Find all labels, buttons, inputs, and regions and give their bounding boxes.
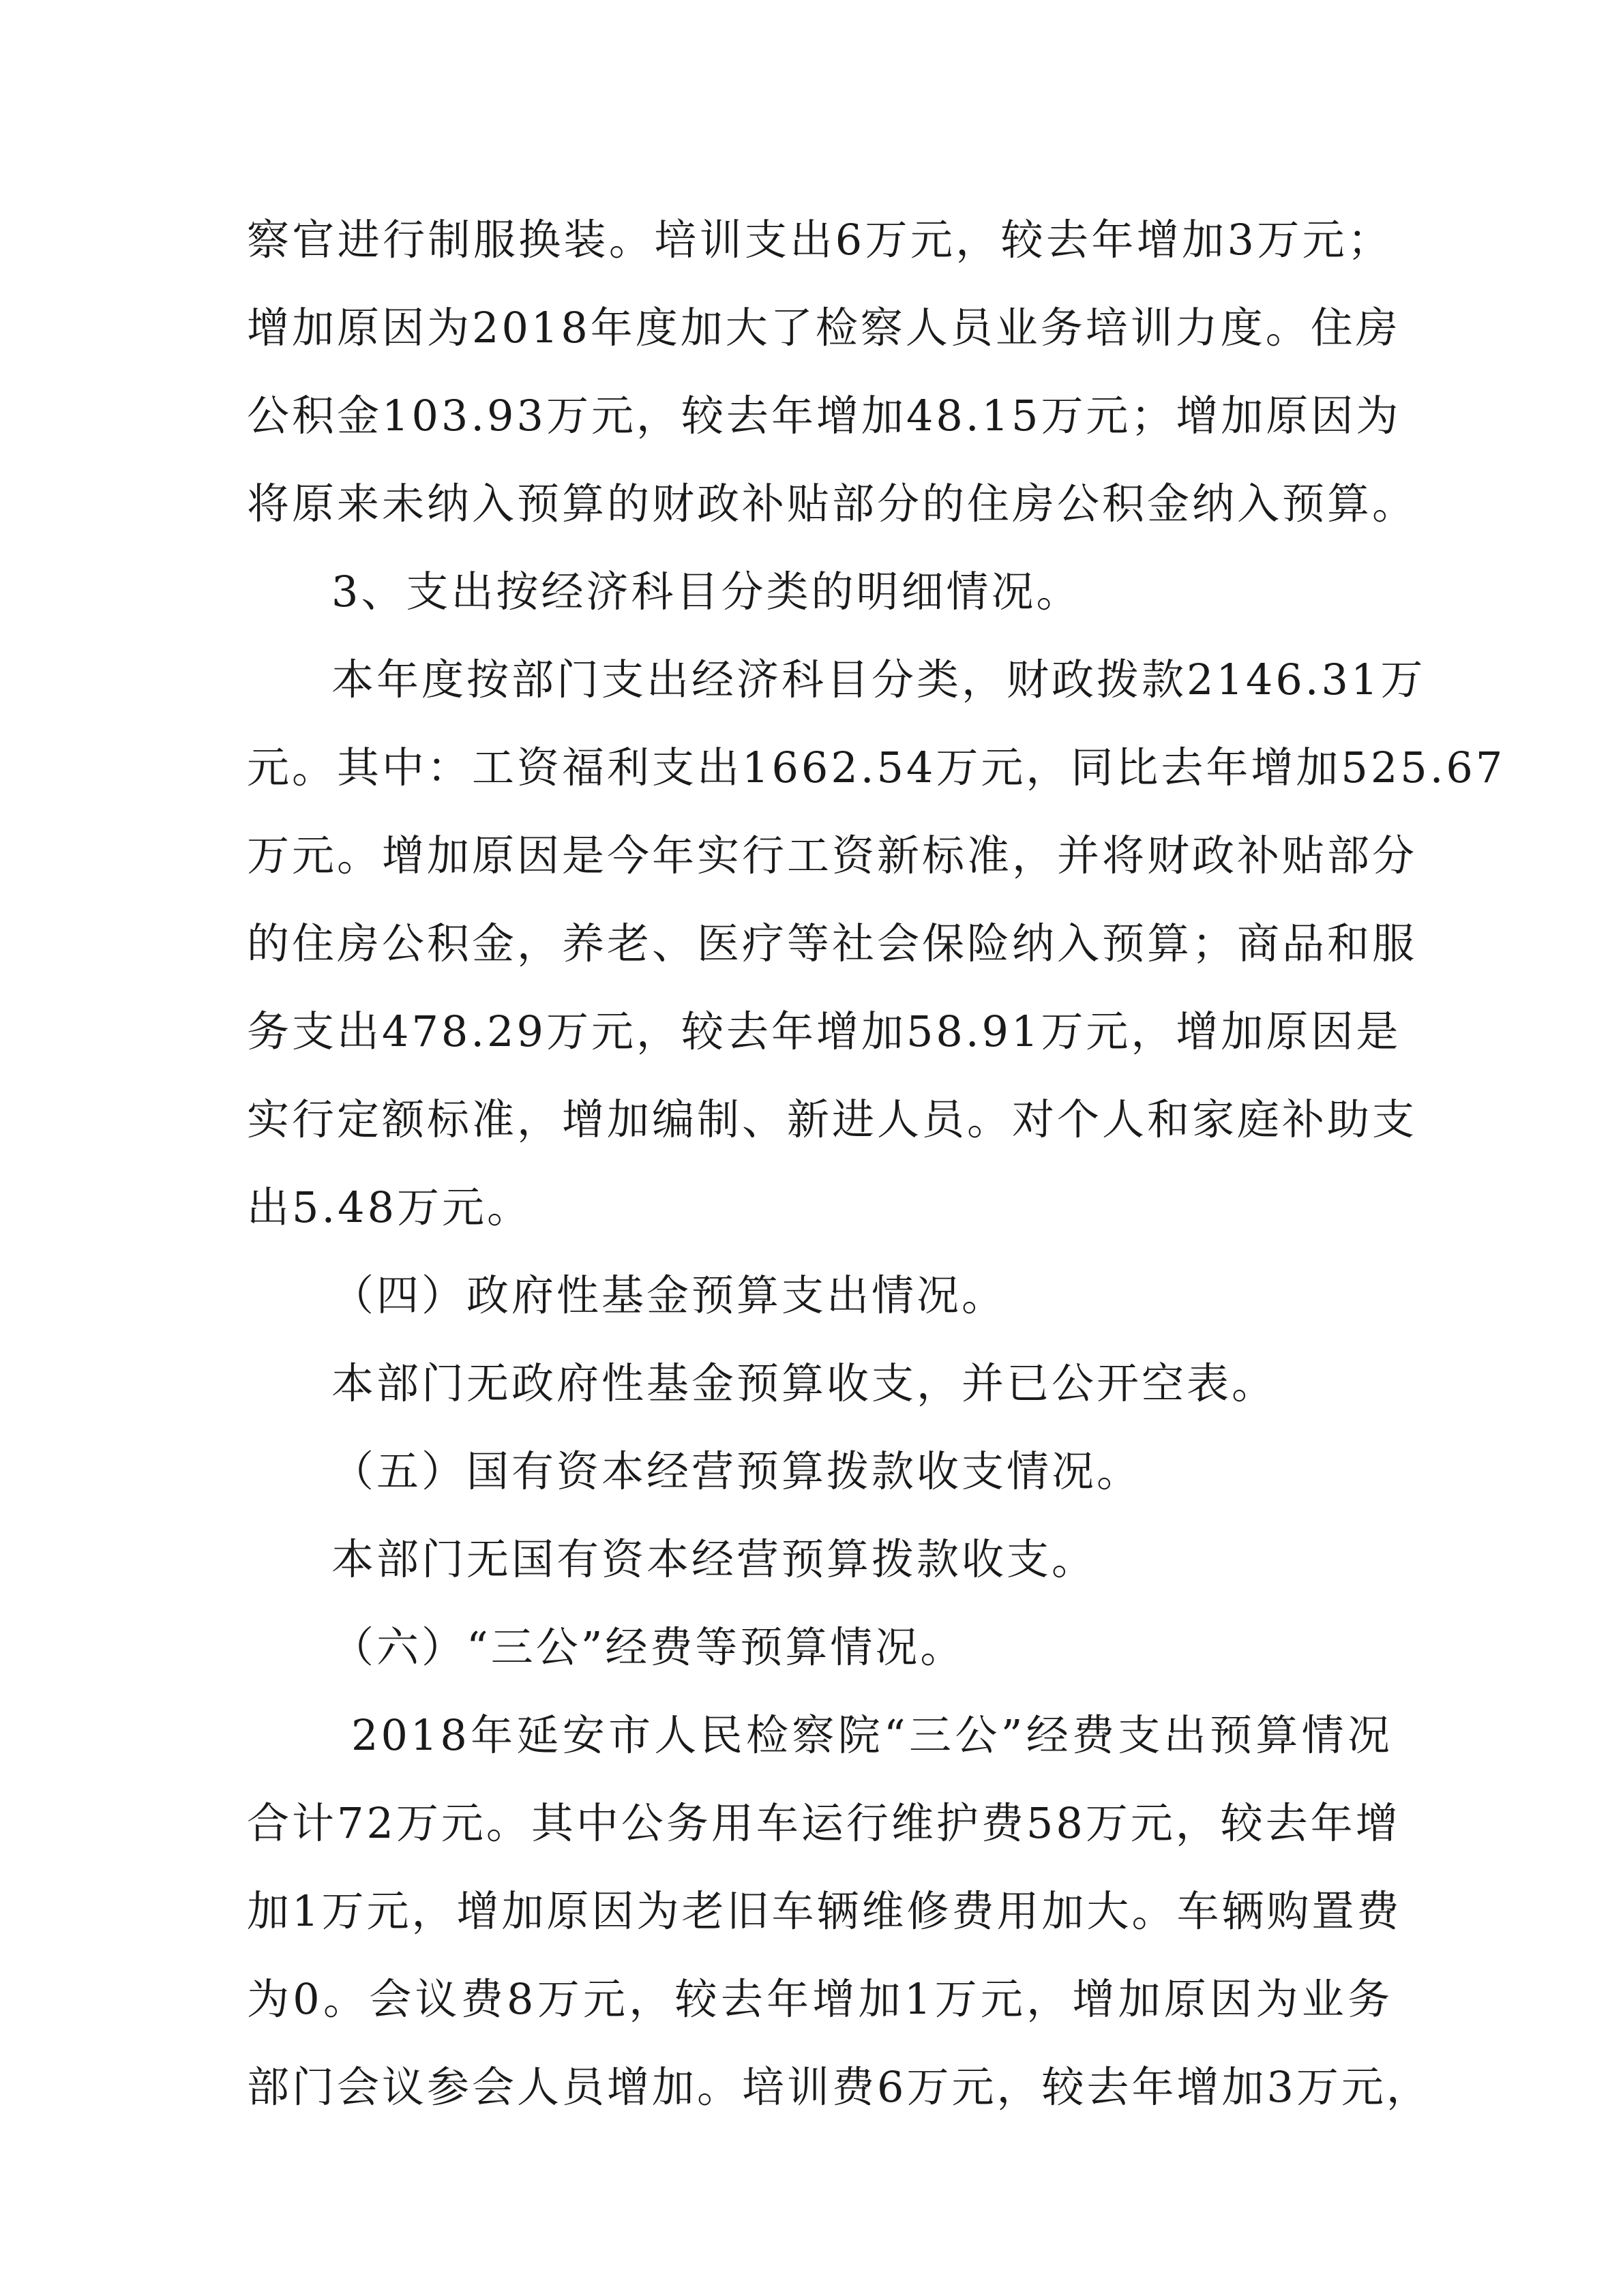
paragraph-line: 本部门无政府性基金预算收支，并已公开空表。: [331, 1358, 1277, 1408]
paragraph-line: 公积金103.93万元，较去年增加48.15万元；增加原因为: [247, 391, 1401, 441]
paragraph-line: 部门会议参会人员增加。培训费6万元，较去年增加3万元，: [247, 2062, 1431, 2112]
paragraph-line: 本年度按部门支出经济科目分类，财政拨款2146.31万: [331, 655, 1426, 704]
paragraph-line: 出5.48万元。: [247, 1182, 533, 1232]
paragraph-line: 元。其中：工资福利支出1662.54万元，同比去年增加525.67: [247, 743, 1506, 792]
paragraph-line: 务支出478.29万元，较去年增加58.91万元，增加原因是: [247, 1007, 1401, 1056]
paragraph-line: 本部门无国有资本经营预算拨款收支。: [331, 1534, 1097, 1584]
section-heading: 3、支出按经济科目分类的明细情况。: [331, 567, 1082, 616]
paragraph-line: 增加原因为2018年度加大了检察人员业务培训力度。住房: [247, 303, 1401, 353]
paragraph-line: 加1万元，增加原因为老旧车辆维修费用加大。车辆购置费: [247, 1886, 1402, 1936]
paragraph-line: 2018年延安市人民检察院“三公”经费支出预算情况: [351, 1710, 1393, 1760]
paragraph-line: 为0。会议费8万元，较去年增加1万元，增加原因为业务: [247, 1974, 1393, 2024]
section-heading: （六）“三公”经费等预算情况。: [331, 1622, 966, 1672]
paragraph-line: 察官进行制服换装。培训支出6万元，较去年增加3万元；: [247, 215, 1393, 265]
paragraph-line: 合计72万元。其中公务用车运行维护费58万元，较去年增: [247, 1798, 1401, 1848]
paragraph-line: 将原来未纳入预算的财政补贴部分的住房公积金纳入预算。: [247, 479, 1418, 528]
section-heading: （五）国有资本经营预算拨款收支情况。: [331, 1446, 1142, 1496]
paragraph-line: 的住房公积金，养老、医疗等社会保险纳入预算；商品和服: [247, 919, 1418, 968]
paragraph-line: 万元。增加原因是今年实行工资新标准，并将财政补贴部分: [247, 831, 1418, 880]
section-heading: （四）政府性基金预算支出情况。: [331, 1270, 1007, 1320]
paragraph-line: 实行定额标准，增加编制、新进人员。对个人和家庭补助支: [247, 1094, 1418, 1144]
